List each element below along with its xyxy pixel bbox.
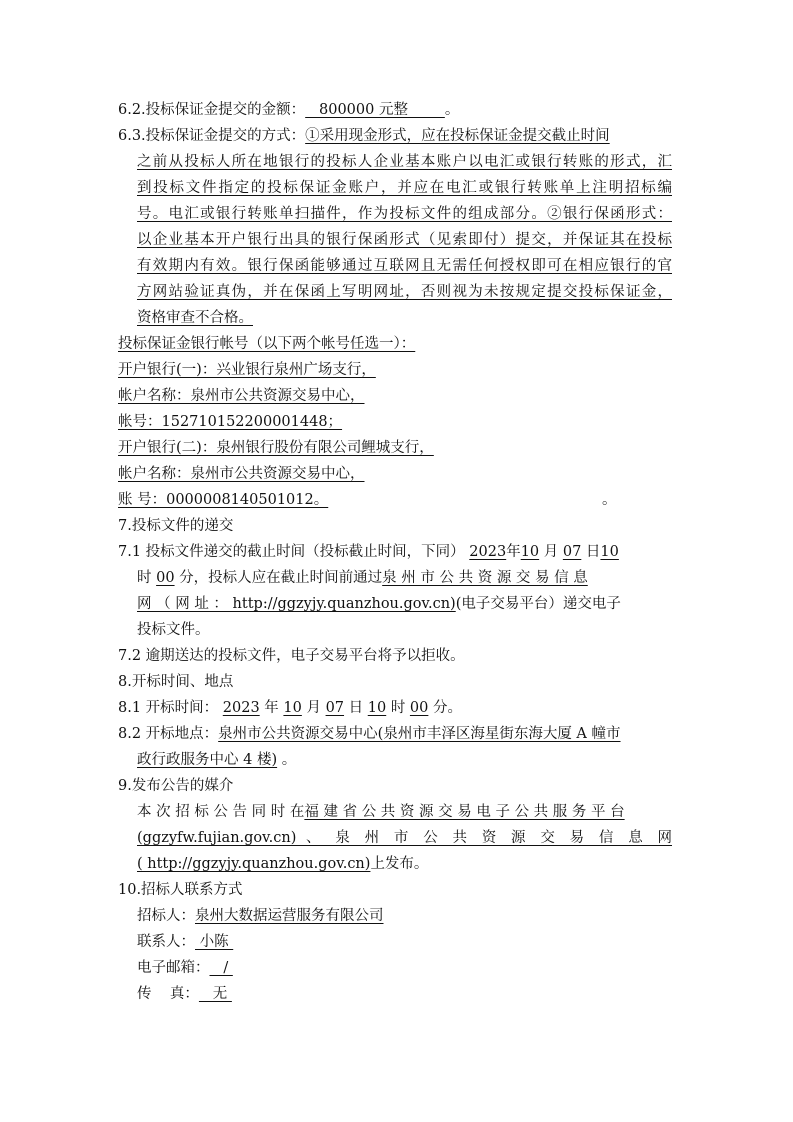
account-number-2: 账 号：0000008140501012。 <box>118 492 329 508</box>
opening-month: 10 <box>283 700 302 716</box>
bank-name-1: 开户银行(一)：兴业银行泉州广场支行， <box>118 362 376 378</box>
deadline-month: 10 <box>520 544 540 560</box>
account-number-2-line <box>118 490 617 510</box>
opening-time-label: 开标时间： <box>145 700 219 716</box>
opening-minute: 00 <box>409 700 429 716</box>
deadline-hour: 10 <box>600 544 619 560</box>
section-7-1-line-2 <box>137 568 588 588</box>
platform-url[interactable]: 网 （ 网 址 ： http://ggzyjy.quanzhou.gov.cn) <box>137 596 456 612</box>
deposit-method-line: 号。电汇或银行转账单扫描件，作为投标文件的组成部分。②银行保函形式： <box>137 206 672 222</box>
deposit-amount-label: 投标保证金提交的金额： <box>145 102 306 118</box>
section-number: 6.2. <box>118 102 146 118</box>
account-name-1: 帐户名称：泉州市公共资源交易中心， <box>118 388 365 404</box>
unit-day: 日 <box>348 700 364 716</box>
unit-month: 月 <box>306 700 321 716</box>
section-number: 7.1 <box>118 544 142 560</box>
deposit-method-line: 到投标文件指定的投标保证金账户，并应在电汇或银行转账单上注明招标编 <box>137 180 672 196</box>
quanzhou-platform-url[interactable]: ( http://ggzyjy.quanzhou.gov.cn) <box>137 856 371 872</box>
section-8-2-line-1 <box>118 724 621 744</box>
unit-hour: 时 <box>390 700 406 716</box>
account-number-1: 帐号：152710152200001448； <box>118 414 343 430</box>
deposit-method-line: 有效期内有效。银行保函能够通过互联网且无需任何授权即可在相应银行的官 <box>137 258 672 274</box>
opening-place-label: 开标地点： <box>145 726 219 742</box>
email-row <box>137 958 233 978</box>
section-9-line-1 <box>137 802 625 822</box>
section-9-line-2[interactable]: (ggzyfw.fujian.gov.cn) 、 泉 州 市 公 共 资 源 交 易 信 息 网 <box>137 830 672 846</box>
opening-place: 泉州市公共资源交易中心(泉州市丰泽区海星街东海大厦 A 幢市 <box>218 726 621 742</box>
tenderer-label: 招标人： <box>137 908 195 924</box>
deposit-method-label: 投标保证金提交的方式： <box>145 128 306 144</box>
section-9-line-3 <box>137 854 428 874</box>
deadline-year: 2023 <box>469 544 507 560</box>
opening-day: 07 <box>325 700 345 716</box>
punctuation: 。 <box>444 102 460 118</box>
opening-year: 2023 <box>222 700 260 716</box>
deadline-minute: 00 <box>156 570 175 586</box>
section-7-1-line-3 <box>137 594 621 614</box>
platform-note: (电子交易平台）递交电子 <box>455 596 621 612</box>
submission-text: 分，投标人应在截止时间前通过 <box>179 570 383 586</box>
punctuation: 。 <box>281 752 297 768</box>
contact-label: 联系人： <box>137 934 195 950</box>
section-number: 8.2 <box>118 726 142 742</box>
unit-year: 年 <box>264 700 279 716</box>
fax-row <box>137 984 232 1004</box>
account-name-2: 帐户名称：泉州市公共资源交易中心， <box>118 466 365 482</box>
deposit-method-line: 以企业基本开户银行出具的银行保函形式（见索即付）提交，并保证其在投标 <box>137 232 672 248</box>
unit-day: 日 <box>585 544 601 560</box>
unit-month: 月 <box>543 544 559 560</box>
email-label: 电子邮箱： <box>137 960 210 976</box>
section-10-title: 10.招标人联系方式 <box>118 882 243 898</box>
opening-place-cont: 政行政服务中心 4 楼) <box>137 752 278 768</box>
section-7-1-line-1 <box>118 542 619 562</box>
unit-year: 年 <box>506 544 521 560</box>
email-value: / <box>209 960 233 976</box>
publish-tail: 上发布。 <box>370 856 429 872</box>
bank-accounts-heading: 投标保证金银行帐号（以下两个帐号任选一）： <box>118 336 416 352</box>
unit-minute: 分。 <box>432 700 462 716</box>
tenderer-row <box>137 906 384 926</box>
deposit-method-line: 资格审查不合格。 <box>137 310 253 326</box>
section-number: 6.3. <box>118 128 146 144</box>
section-8-1 <box>118 698 462 718</box>
deposit-method-text: ①采用现金形式，应在投标保证金提交截止时间 <box>305 128 610 144</box>
deposit-method-line: 方网站验证真伪，并在保函上写明网址，否则视为未按规定提交投标保证金， <box>137 284 672 300</box>
fax-value: 无 <box>198 986 232 1002</box>
section-9-title: 9.发布公告的媒介 <box>118 778 234 794</box>
section-7-1-line-4: 投标文件。 <box>137 622 210 638</box>
contact-row <box>137 932 233 952</box>
publish-text: 本 次 招 标 公 告 同 时 在 <box>137 804 305 820</box>
deadline-day: 07 <box>562 544 582 560</box>
bank-name-2: 开户银行(二)：泉州银行股份有限公司鲤城支行， <box>118 440 434 456</box>
deposit-amount-value: 800000 元整 <box>305 102 445 118</box>
section-6-3-first-line <box>118 126 610 146</box>
fax-label: 传 真： <box>137 986 199 1002</box>
contact-value: 小陈 <box>195 934 234 950</box>
deadline-text: 投标文件递交的截止时间（投标截止时间，下同） <box>145 544 465 560</box>
section-8-2-line-2 <box>137 750 296 770</box>
punctuation: 。 <box>602 492 617 508</box>
section-number: 8.1 <box>118 700 142 716</box>
section-8-title: 8.开标时间、地点 <box>118 674 234 690</box>
opening-hour: 10 <box>367 700 387 716</box>
unit-hour: 时 <box>137 570 152 586</box>
section-7-title: 7.投标文件的递交 <box>118 518 234 534</box>
deposit-method-line: 之前从投标人所在地银行的投标人企业基本账户以电汇或银行转账的形式，汇 <box>137 154 672 170</box>
tenderer-value: 泉州大数据运营服务有限公司 <box>195 908 384 924</box>
fujian-platform-name: 福 建 省 公 共 资 源 交 易 电 子 公 共 服 务 平 台 <box>304 804 625 820</box>
section-7-2: 7.2 逾期送达的投标文件，电子交易平台将予以拒收。 <box>118 648 465 664</box>
section-6-2 <box>118 100 459 120</box>
platform-name: 泉 州 市 公 共 资 源 交 易 信 息 <box>382 570 588 586</box>
